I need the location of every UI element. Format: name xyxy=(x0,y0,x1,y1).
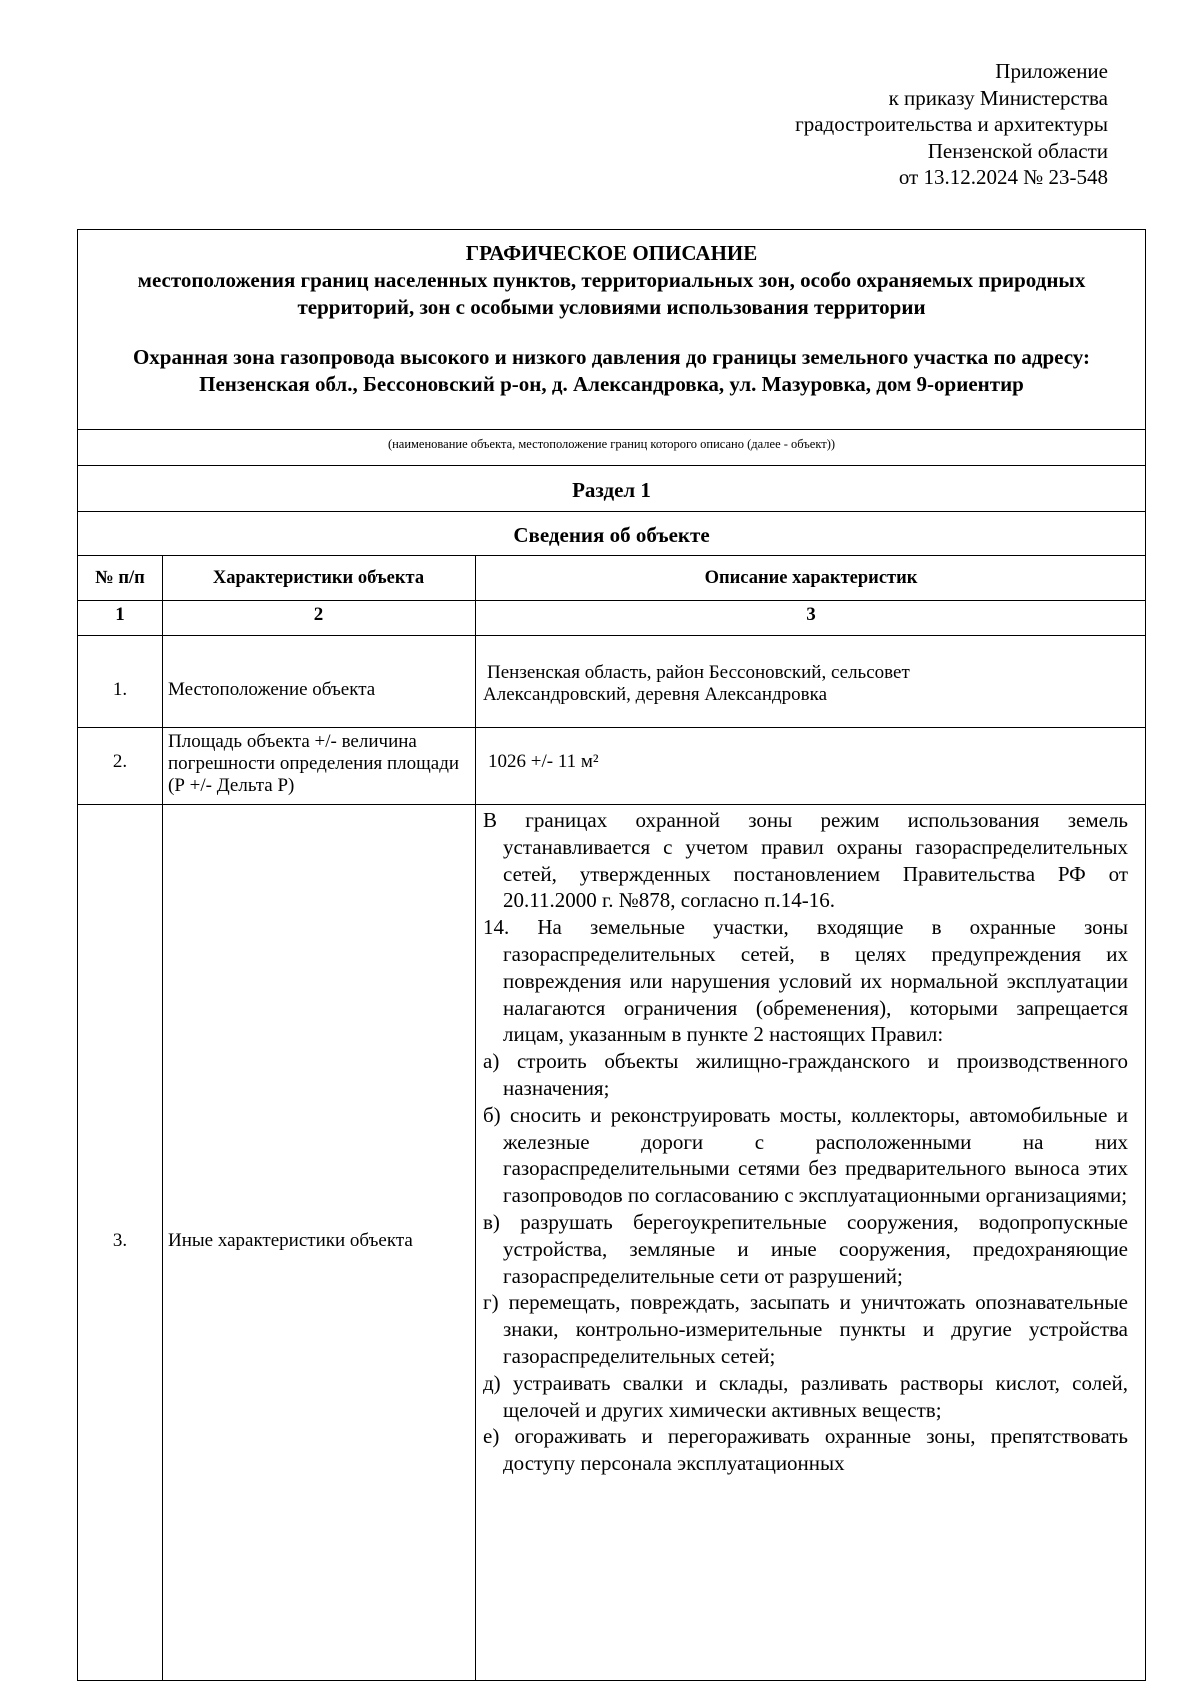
column-divider xyxy=(475,555,476,1680)
appendix-block xyxy=(795,58,1108,191)
divider xyxy=(78,804,1145,805)
description-paragraph: а) строить объекты жилищно-гражданского и производственного назначения; xyxy=(483,1049,1128,1100)
column-divider xyxy=(162,555,163,1680)
divider xyxy=(78,635,1145,636)
document-subtitle: местоположения границ населенных пунктов, территориальных зон, особо охраняемых природных территорий, зон с особыми условиями использования территории xyxy=(137,268,1086,319)
divider xyxy=(78,465,1145,466)
divider xyxy=(78,727,1145,728)
object-name: Охранная зона газопровода высокого и низкого давления до границы земельного участка по адресу: Пензенская обл., Бессоновский р-он, д. Александровка, ул. Мазуровка, дом 9-ориентир xyxy=(132,345,1091,396)
row-characteristic: Площадь объекта +/- величина погрешности определения площади (Р +/- Дельта Р) xyxy=(168,731,460,796)
appendix-line: градостроительства и архитектуры xyxy=(795,112,1108,136)
section-subtitle: Сведения об объекте xyxy=(513,523,710,547)
row-characteristic: Местоположение объекта xyxy=(168,679,376,700)
document-frame xyxy=(77,229,1146,1681)
row-number: 2. xyxy=(112,751,128,772)
section-title: Раздел 1 xyxy=(572,478,651,502)
row-description: Пензенская область, район Бессоновский, сельсовет Александровский, деревня Александровка xyxy=(483,662,910,705)
divider xyxy=(78,600,1145,601)
header-description: Описание характеристик xyxy=(704,568,918,588)
document-title: ГРАФИЧЕСКОЕ ОПИСАНИЕ xyxy=(465,241,758,265)
col-number: 2 xyxy=(313,604,324,625)
appendix-line: Пензенской области xyxy=(927,138,1108,163)
divider xyxy=(78,511,1145,512)
divider xyxy=(78,429,1145,430)
row-number: 3. xyxy=(112,1230,128,1251)
description-paragraph: в) разрушать берегоукрепительные сооружения, водопропускные устройства, земляные и иные сооружения, предохраняющие газораспределительные сети от разрушений; xyxy=(483,1209,1128,1288)
header-num: № п/п xyxy=(95,568,145,588)
appendix-date-number: от 13.12.2024 № 23-548 xyxy=(898,165,1108,189)
description-paragraph: б) сносить и реконструировать мосты, коллекторы, автомобильные и железные дороги с расположенными на них газораспределительными сетями без предварительного выноса этих газопроводов по согласованию с эксплуатационными организациями; xyxy=(483,1102,1128,1208)
description-paragraph: д) устраивать свалки и склады, разливать растворы кислот, солей, щелочей и других химически активных веществ; xyxy=(483,1370,1128,1422)
appendix-line: Приложение xyxy=(995,59,1108,83)
header-box xyxy=(78,230,1145,432)
row-description-long xyxy=(483,807,1128,1477)
header-characteristics: Характеристики объекта xyxy=(212,568,425,588)
object-caption: (наименование объекта, местоположение границ которого описано (далее - объект)) xyxy=(387,437,836,451)
description-paragraph: В границах охранной зоны режим использования земель устанавливается с учетом правил охраны газораспределительных сетей, утвержденных постановлением Правительства РФ от 20.11.2000 г. №878, согласно п.14-16. xyxy=(483,808,1128,913)
divider xyxy=(78,555,1145,556)
row-description: 1026 +/- 11 м² xyxy=(488,751,599,772)
appendix-line: к приказу Министерства xyxy=(888,85,1108,110)
col-number: 1 xyxy=(115,604,125,625)
description-paragraph: 14. На земельные участки, входящие в охранные зоны газораспределительных сетей, в целях предупреждения их повреждения или нарушения условий их нормальной эксплуатации налагаются ограничения (обременения), которыми запрещается лицам, указанным в пункте 2 настоящих Правил: xyxy=(483,915,1128,1047)
description-paragraph: г) перемещать, повреждать, засыпать и уничтожать опознавательные знаки, контрольно-измерительные пункты и другие устройства газораспределительных сетей; xyxy=(483,1290,1128,1368)
description-paragraph: е) огораживать и перегораживать охранные зоны, препятствовать доступу персонала эксплуатационных xyxy=(483,1424,1128,1476)
row-characteristic: Иные характеристики объекта xyxy=(168,1230,413,1251)
col-number: 3 xyxy=(806,604,816,625)
row-number: 1. xyxy=(112,679,128,700)
